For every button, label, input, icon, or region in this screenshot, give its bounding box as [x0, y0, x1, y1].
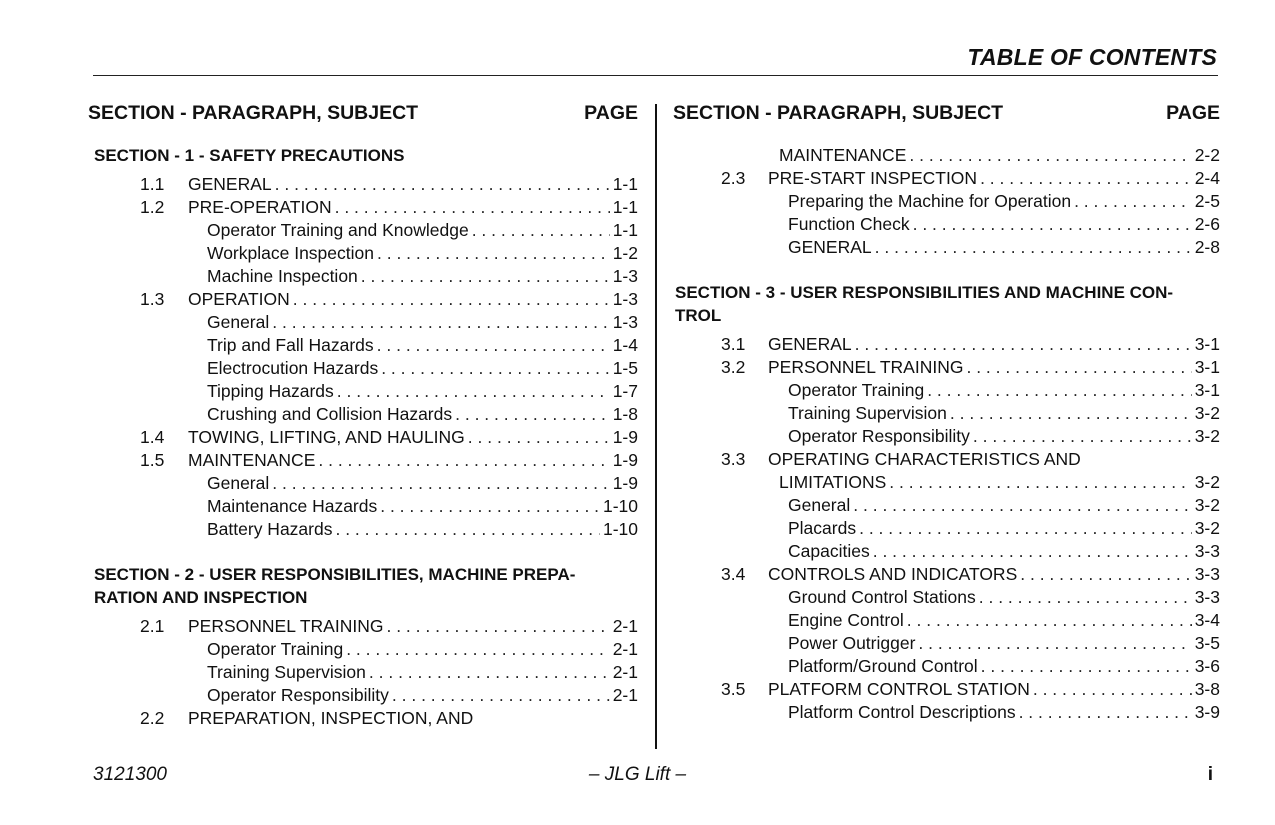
column-divider	[655, 104, 657, 749]
toc-label: Battery Hazards	[207, 519, 333, 539]
toc-entry[interactable]	[673, 333, 1220, 356]
toc-entry[interactable]	[673, 144, 1220, 167]
toc-label: Operator Training	[207, 639, 344, 659]
toc-entry[interactable]	[673, 517, 1220, 540]
dot-leader	[380, 495, 600, 518]
toc-label: General	[207, 473, 270, 493]
toc-label: Ground Control Stations	[788, 587, 976, 607]
toc-page: 1-8	[612, 404, 638, 424]
toc-page: 1-10	[602, 496, 638, 516]
toc-label: Capacities	[788, 541, 870, 561]
toc-page: 1-5	[612, 358, 638, 378]
toc-label: PERSONNEL TRAINING	[188, 616, 384, 636]
toc-entry[interactable]	[673, 379, 1220, 402]
toc-page: 1-10	[602, 519, 638, 539]
dot-leader	[1020, 563, 1191, 586]
toc-page: 3-1	[1194, 380, 1220, 400]
toc-entry[interactable]	[88, 426, 638, 449]
toc-page: 3-1	[1194, 334, 1220, 354]
toc-page: 3-2	[1194, 472, 1220, 492]
toc-entry[interactable]	[673, 586, 1220, 609]
toc-entry[interactable]	[88, 265, 638, 288]
toc-page: 2-5	[1194, 191, 1220, 211]
toc-label: Tipping Hazards	[207, 381, 334, 401]
toc-label: PREPARATION, INSPECTION, AND	[188, 708, 474, 728]
toc-number: 1.4	[140, 427, 165, 447]
section-2-title-line: SECTION - 2 - USER RESPONSIBILITIES, MACHINE PREPA-	[94, 565, 576, 584]
toc-number: 1.5	[140, 450, 165, 470]
toc-label: Training Supervision	[207, 662, 366, 682]
toc-label: LIMITATIONS	[779, 472, 887, 492]
toc-label: Trip and Fall Hazards	[207, 335, 374, 355]
toc-entry[interactable]	[88, 173, 638, 196]
toc-number: 2.1	[140, 616, 165, 636]
toc-page: 3-8	[1194, 679, 1220, 699]
dot-leader	[472, 219, 610, 242]
toc-entry[interactable]	[673, 563, 1220, 586]
toc-entry[interactable]	[88, 196, 638, 219]
toc-label: PRE-OPERATION	[188, 197, 332, 217]
header-rule	[93, 75, 1218, 76]
toc-label: PRE-START INSPECTION	[768, 168, 978, 188]
toc-page: 3-2	[1194, 426, 1220, 446]
dot-leader	[909, 144, 1191, 167]
toc-label: Function Check	[788, 214, 910, 234]
toc-entry[interactable]	[673, 402, 1220, 425]
toc-page: 1-3	[612, 289, 638, 309]
toc-page: 2-1	[612, 662, 638, 682]
dot-leader	[973, 425, 1192, 448]
toc-page: 3-2	[1194, 495, 1220, 515]
toc-label: Maintenance Hazards	[207, 496, 378, 516]
toc-entry[interactable]	[673, 213, 1220, 236]
toc-page: 1-9	[612, 473, 638, 493]
dot-leader	[272, 472, 609, 495]
section-3-title-line: TROL	[675, 306, 722, 325]
toc-label: GENERAL	[768, 334, 852, 354]
toc-entry[interactable]	[673, 494, 1220, 517]
dot-leader	[980, 167, 1192, 190]
dot-leader	[377, 334, 610, 357]
toc-page: 3-6	[1194, 656, 1220, 676]
toc-entry[interactable]	[88, 311, 638, 334]
subject-heading: SECTION - PARAGRAPH, SUBJECT	[673, 102, 1004, 124]
toc-entry[interactable]	[88, 661, 638, 684]
page-heading: PAGE	[1166, 102, 1220, 124]
toc-label: Workplace Inspection	[207, 243, 374, 263]
dot-leader	[918, 632, 1191, 655]
toc-label: Operator Responsibility	[207, 685, 389, 705]
section-2-title-line: RATION AND INSPECTION	[94, 588, 308, 607]
toc-page: 3-2	[1194, 403, 1220, 423]
toc-entry[interactable]	[673, 655, 1220, 678]
toc-label: Training Supervision	[788, 403, 947, 423]
toc-label: GENERAL	[188, 174, 272, 194]
toc-entry[interactable]	[673, 236, 1220, 259]
toc-entry[interactable]	[88, 219, 638, 242]
toc-entry[interactable]	[88, 357, 638, 380]
dot-leader	[927, 379, 1192, 402]
toc-entry[interactable]	[88, 472, 638, 495]
toc-label: Preparing the Machine for Operation	[788, 191, 1072, 211]
toc-number: 3.2	[721, 357, 746, 377]
toc-page: 3-3	[1194, 564, 1220, 584]
dot-leader	[966, 356, 1191, 379]
dot-leader	[381, 357, 610, 380]
dot-leader	[889, 471, 1191, 494]
toc-page: 3-2	[1194, 518, 1220, 538]
toc-entry[interactable]	[88, 403, 638, 426]
toc-page: 3-5	[1194, 633, 1220, 653]
toc-label: GENERAL	[788, 237, 872, 257]
toc-page: 2-1	[612, 639, 638, 659]
dot-leader	[950, 402, 1192, 425]
toc-entry[interactable]	[673, 448, 1220, 471]
toc-page: 3-4	[1194, 610, 1220, 630]
toc-entry[interactable]	[88, 334, 638, 357]
toc-page: 1-4	[612, 335, 638, 355]
dot-leader	[981, 655, 1192, 678]
section-1-title: SECTION - 1 - SAFETY PRECAUTIONS	[94, 146, 405, 165]
toc-label: MAINTENANCE	[188, 450, 316, 470]
dot-leader	[369, 661, 610, 684]
dot-leader	[913, 213, 1192, 236]
toc-page: 1-7	[612, 381, 638, 401]
toc-entry[interactable]	[673, 609, 1220, 632]
right-column	[673, 100, 1220, 724]
toc-label: Operator Responsibility	[788, 426, 970, 446]
dot-leader	[853, 494, 1191, 517]
toc-label: CONTROLS AND INDICATORS	[768, 564, 1018, 584]
toc-label: Placards	[788, 518, 857, 538]
toc-label: OPERATION	[188, 289, 290, 309]
dot-leader	[468, 426, 610, 449]
left-column	[88, 100, 638, 730]
toc-page: 1-1	[612, 174, 638, 194]
dot-leader	[455, 403, 610, 426]
section-3-title-line: SECTION - 3 - USER RESPONSIBILITIES AND MACHINE CON-	[675, 283, 1174, 302]
column-header	[88, 100, 638, 130]
toc-label: PLATFORM CONTROL STATION	[768, 679, 1030, 699]
toc-label: Platform/Ground Control	[788, 656, 978, 676]
toc-number: 2.2	[140, 708, 165, 728]
dot-leader	[318, 449, 609, 472]
toc-label: Operator Training and Knowledge	[207, 220, 469, 240]
toc-label: Operator Training	[788, 380, 925, 400]
dot-leader	[293, 288, 610, 311]
toc-page: 1-9	[612, 450, 638, 470]
toc-page: 3-3	[1194, 587, 1220, 607]
dot-leader	[335, 518, 600, 541]
toc-page: 1-3	[612, 312, 638, 332]
dot-leader	[392, 684, 610, 707]
page-heading: PAGE	[584, 102, 638, 124]
toc-entry[interactable]	[673, 540, 1220, 563]
toc-label: Power Outrigger	[788, 633, 916, 653]
toc-entry[interactable]	[673, 167, 1220, 190]
toc-entry[interactable]	[88, 615, 638, 638]
toc-entry[interactable]	[88, 380, 638, 403]
footer-doc-number: 3121300	[93, 764, 167, 785]
toc-number: 3.1	[721, 334, 746, 354]
toc-number: 2.3	[721, 168, 746, 188]
toc-label: Platform Control Descriptions	[788, 702, 1016, 722]
toc-number: 3.3	[721, 449, 746, 469]
dot-leader	[855, 333, 1192, 356]
toc-number: 3.4	[721, 564, 746, 584]
toc-number: 1.1	[140, 174, 165, 194]
page-title: TABLE OF CONTENTS	[967, 44, 1217, 70]
dot-leader	[386, 615, 609, 638]
toc-label: Crushing and Collision Hazards	[207, 404, 453, 424]
toc-entry[interactable]	[88, 707, 638, 730]
toc-page: 3-9	[1194, 702, 1220, 722]
toc-label: Engine Control	[788, 610, 904, 630]
toc-page: 2-8	[1194, 237, 1220, 257]
dot-leader	[337, 380, 610, 403]
toc-page: 1-9	[612, 427, 638, 447]
toc-page: 2-2	[1194, 145, 1220, 165]
toc-page: 1-1	[612, 220, 638, 240]
toc-entry[interactable]	[88, 449, 638, 472]
section-3-title	[673, 281, 1220, 327]
toc-page: 2-4	[1194, 168, 1220, 188]
dot-leader	[873, 540, 1192, 563]
toc-page: 1-1	[612, 197, 638, 217]
toc-entry[interactable]	[673, 425, 1220, 448]
toc-number: 1.2	[140, 197, 165, 217]
toc-number: 3.5	[721, 679, 746, 699]
toc-label: General	[207, 312, 270, 332]
dot-leader	[1033, 678, 1192, 701]
toc-page: 3-1	[1194, 357, 1220, 377]
toc-label: OPERATING CHARACTERISTICS AND	[768, 449, 1081, 469]
dot-leader	[875, 236, 1192, 259]
dot-leader	[272, 311, 609, 334]
subject-heading: SECTION - PARAGRAPH, SUBJECT	[88, 102, 419, 124]
toc-page: 3-3	[1194, 541, 1220, 561]
toc-page: 2-1	[612, 685, 638, 705]
toc-entry[interactable]	[88, 495, 638, 518]
dot-leader	[377, 242, 610, 265]
toc-label: TOWING, LIFTING, AND HAULING	[188, 427, 465, 447]
dot-leader	[275, 173, 610, 196]
dot-leader	[335, 196, 610, 219]
section-2-title	[88, 563, 638, 609]
toc-label: Machine Inspection	[207, 266, 358, 286]
toc-entry[interactable]	[673, 190, 1220, 213]
footer-page-number: i	[1207, 764, 1213, 785]
footer-brand: – JLG Lift –	[588, 764, 687, 785]
toc-label: PERSONNEL TRAINING	[768, 357, 964, 377]
toc-label: General	[788, 495, 851, 515]
toc-entry[interactable]	[673, 356, 1220, 379]
toc-page: 2-1	[612, 616, 638, 636]
toc-entry[interactable]	[88, 638, 638, 661]
toc-entry[interactable]	[673, 471, 1220, 494]
toc-entry[interactable]	[673, 632, 1220, 655]
toc-number: 1.3	[140, 289, 165, 309]
toc-entry[interactable]	[673, 678, 1220, 701]
dot-leader	[346, 638, 610, 661]
toc-entry[interactable]	[88, 684, 638, 707]
toc-page: 1-2	[612, 243, 638, 263]
toc-page: 2-6	[1194, 214, 1220, 234]
dot-leader	[859, 517, 1192, 540]
toc-page: 1-3	[612, 266, 638, 286]
toc-label: Electrocution Hazards	[207, 358, 379, 378]
dot-leader	[1074, 190, 1192, 213]
column-header	[673, 100, 1220, 130]
toc-entry[interactable]	[88, 242, 638, 265]
toc-entry[interactable]	[88, 518, 638, 541]
dot-leader	[979, 586, 1192, 609]
dot-leader	[907, 609, 1192, 632]
toc-label: MAINTENANCE	[779, 145, 907, 165]
toc-entry[interactable]	[673, 701, 1220, 724]
toc-entry[interactable]	[88, 288, 638, 311]
dot-leader	[361, 265, 610, 288]
dot-leader	[1019, 701, 1192, 724]
